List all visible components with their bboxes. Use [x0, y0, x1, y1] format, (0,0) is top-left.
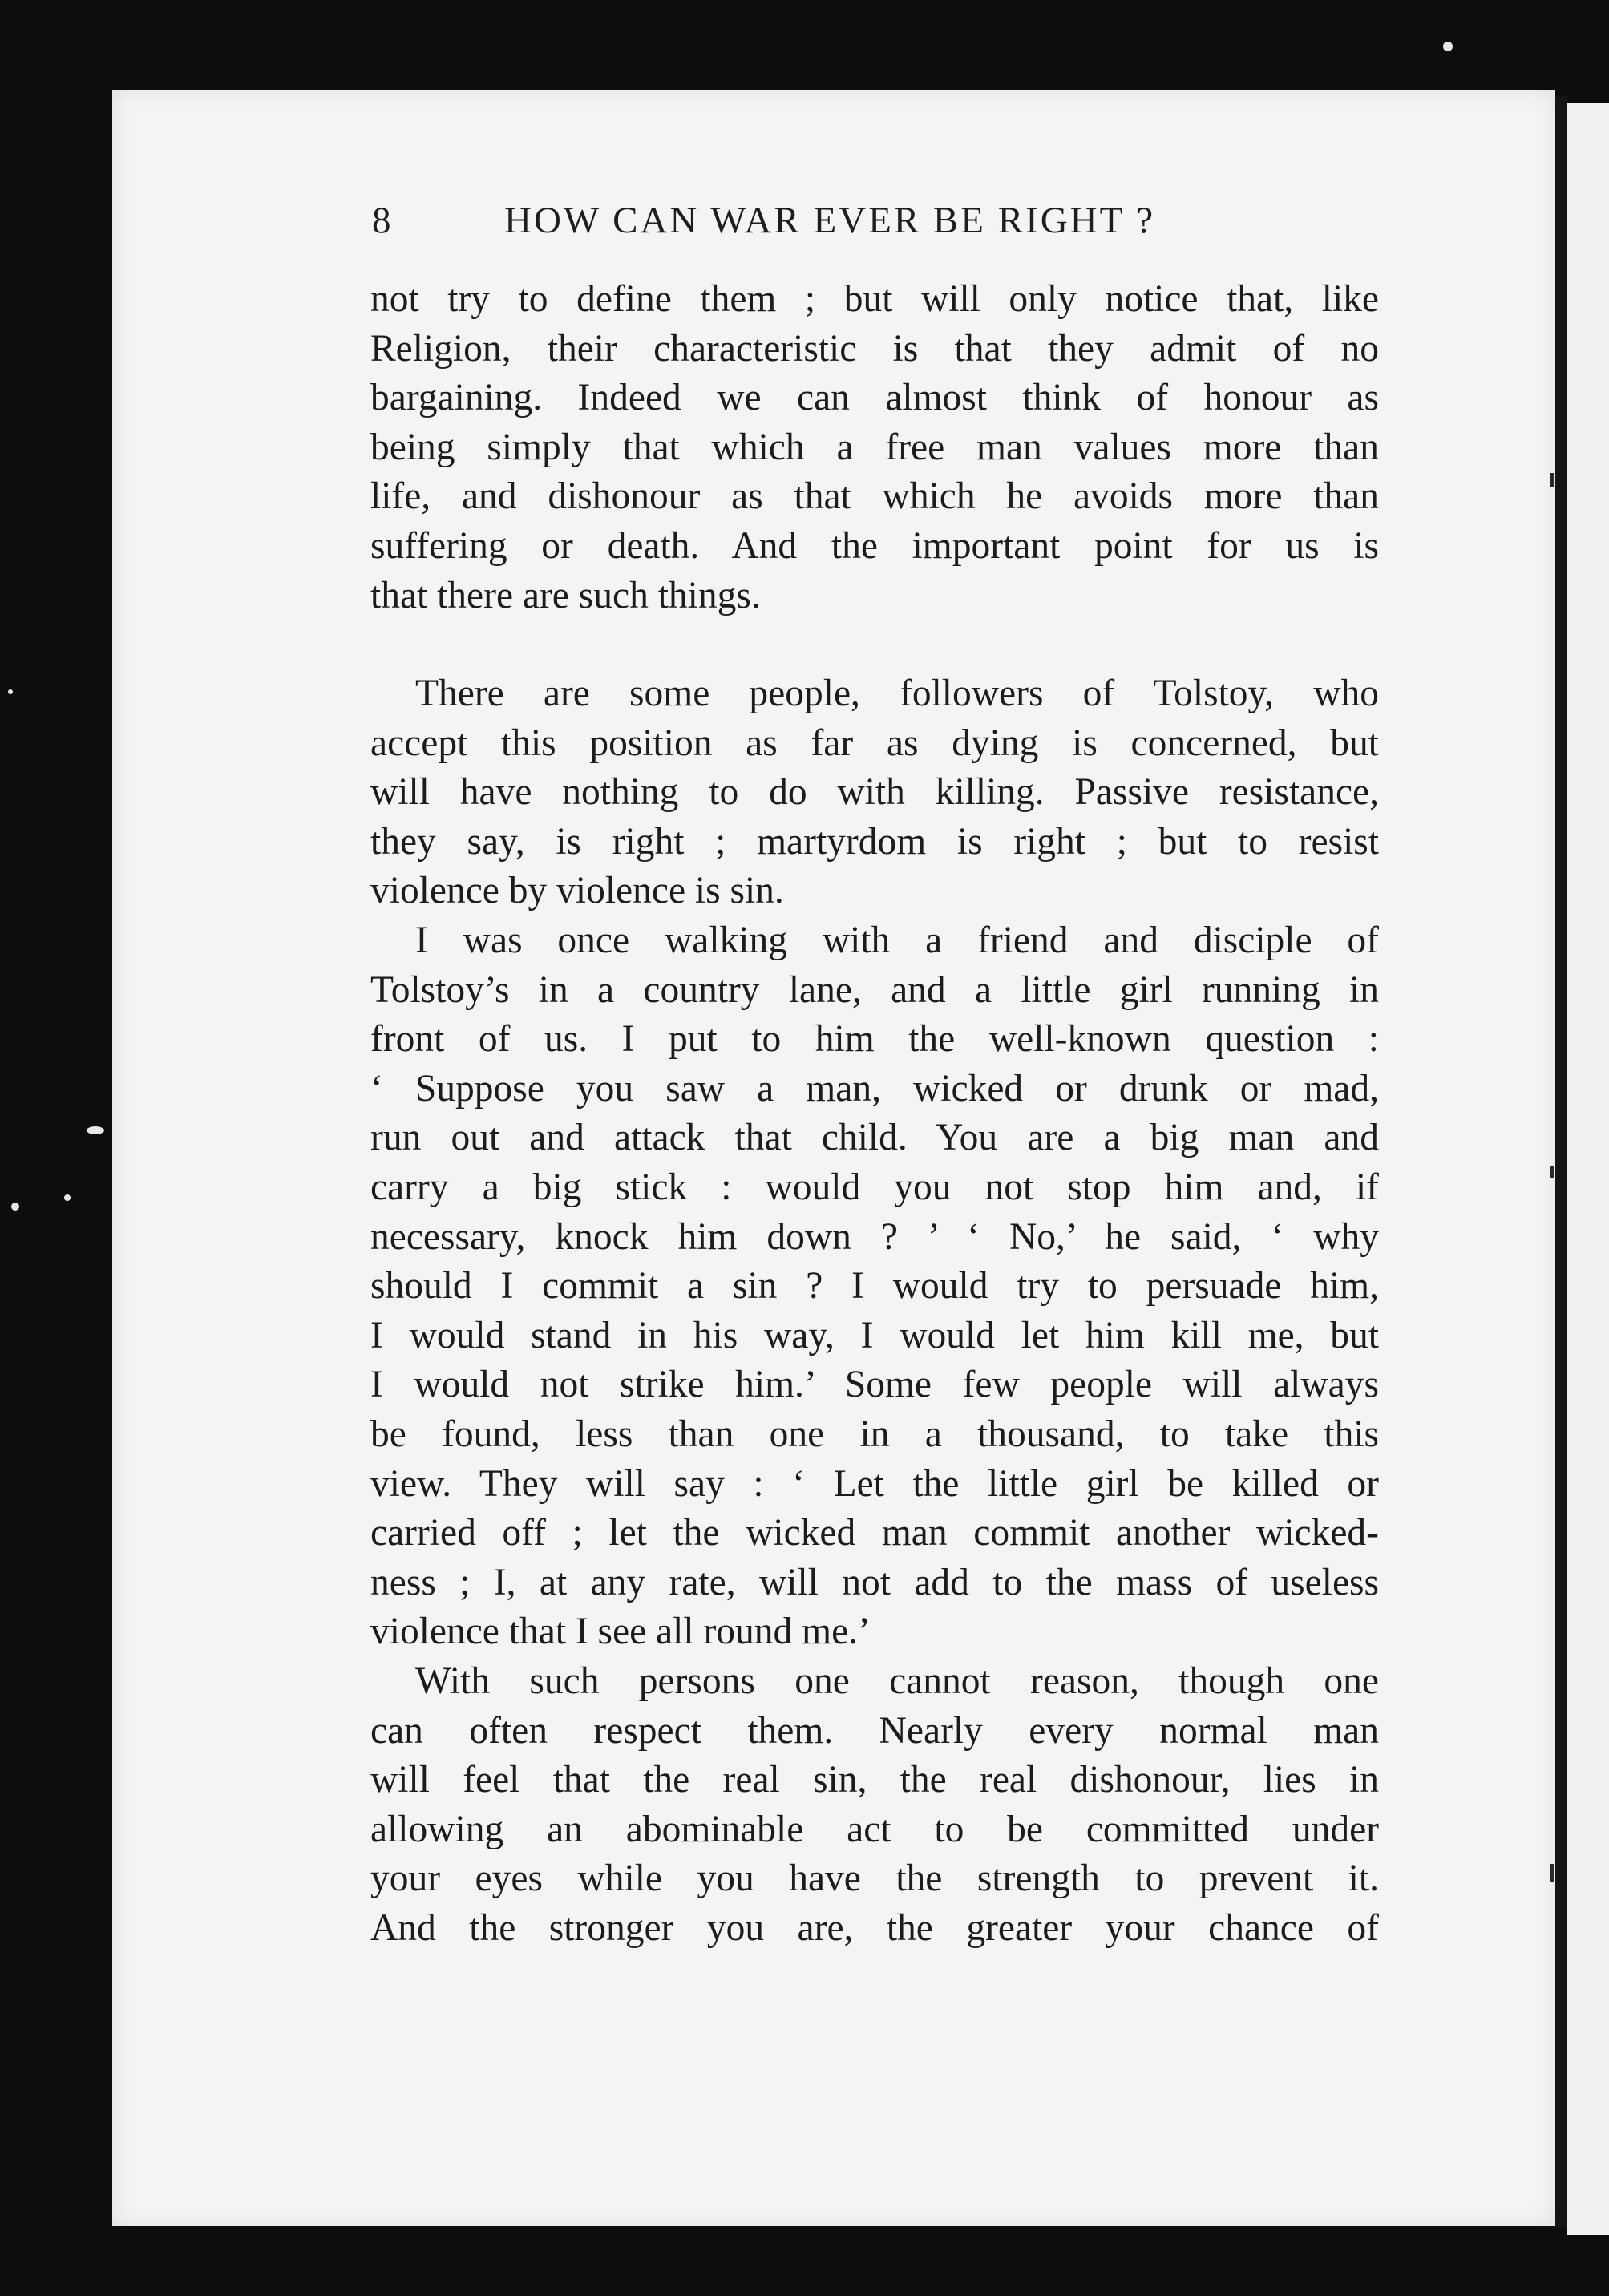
paragraph	[370, 669, 1379, 916]
text-line: should I commit a sin ? I would try to persuade him,	[370, 1265, 1379, 1308]
facing-page-edge	[1567, 103, 1609, 2235]
text-line: violence that I see all round me.’	[370, 1611, 871, 1653]
scan-speck	[8, 689, 13, 694]
text-line: suffering or death. And the important point for us is	[370, 524, 1379, 567]
text-line: I was once walking with a friend and disciple of	[415, 920, 1379, 961]
text-line: Religion, their characteristic is that they admit of no	[370, 327, 1379, 370]
text-line: accept this position as far as dying is concerned, but	[370, 722, 1379, 764]
paragraph	[370, 916, 1379, 1657]
running-title: HOW CAN WAR EVER BE RIGHT ?	[504, 200, 1156, 241]
text-line: bargaining. Indeed we can almost think of honour as	[370, 377, 1379, 419]
text-line: view. They will say : ‘ Let the little girl be killed or	[370, 1462, 1379, 1505]
gutter-mark	[1550, 473, 1554, 487]
text-line: being simply that which a free man values more than	[370, 426, 1379, 468]
text-line: Tolstoy’s in a country lane, and a little girl running in	[370, 968, 1379, 1011]
text-line: be found, less than one in a thousand, to take this	[370, 1413, 1379, 1455]
text-line: life, and dishonour as that which he avoids more than	[370, 475, 1379, 518]
text-line: ness ; I, at any rate, will not add to the mass of useless	[370, 1561, 1379, 1603]
running-head	[372, 199, 1374, 247]
gutter-mark	[1550, 1166, 1554, 1178]
text-line: carried off ; let the wicked man commit another wicked-	[370, 1512, 1379, 1554]
scan-speck	[1443, 42, 1453, 51]
text-line: can often respect them. Nearly every normal man	[370, 1709, 1379, 1752]
text-line: will have nothing to do with killing. Passive resistance,	[370, 771, 1379, 814]
text-line: ‘ Suppose you saw a man, wicked or drunk or mad,	[370, 1067, 1379, 1110]
scan-speck	[87, 1126, 104, 1134]
text-line: necessary, knock him down ? ’ ‘ No,’ he said, ‘ why	[370, 1215, 1379, 1258]
text-line: run out and attack that child. You are a big man and	[370, 1117, 1379, 1159]
text-line: And the stronger you are, the greater your chance of	[370, 1906, 1379, 1949]
text-line: not try to define them ; but will only notice that, like	[370, 278, 1379, 320]
text-line: allowing an abominable act to be committed under	[370, 1808, 1379, 1850]
text-line: There are some people, followers of Tolstoy, who	[415, 673, 1379, 714]
text-line: that there are such things.	[370, 574, 761, 616]
text-line: I would not strike him.’ Some few people will always	[370, 1364, 1379, 1406]
gutter-mark	[1550, 1864, 1554, 1882]
scan-speck	[11, 1203, 19, 1211]
text-line: your eyes while you have the strength to prevent it.	[370, 1857, 1379, 1900]
text-line: will feel that the real sin, the real dishonour, lies in	[370, 1759, 1379, 1801]
paragraph	[370, 275, 1379, 620]
text-line: carry a big stick : would you not stop him and, if	[370, 1166, 1379, 1208]
text-line: With such persons one cannot reason, though one	[415, 1660, 1379, 1702]
text-line: they say, is right ; martyrdom is right ; but to resist	[370, 820, 1379, 863]
paragraph	[370, 1657, 1379, 1954]
page-number: 8	[372, 200, 394, 241]
scan-speck	[64, 1194, 71, 1201]
text-line: front of us. I put to him the well-known question :	[370, 1018, 1379, 1061]
text-line: violence by violence is sin.	[370, 870, 784, 912]
page-gutter	[1555, 96, 1567, 2229]
text-line: I would stand in his way, I would let him kill me, but	[370, 1314, 1379, 1356]
